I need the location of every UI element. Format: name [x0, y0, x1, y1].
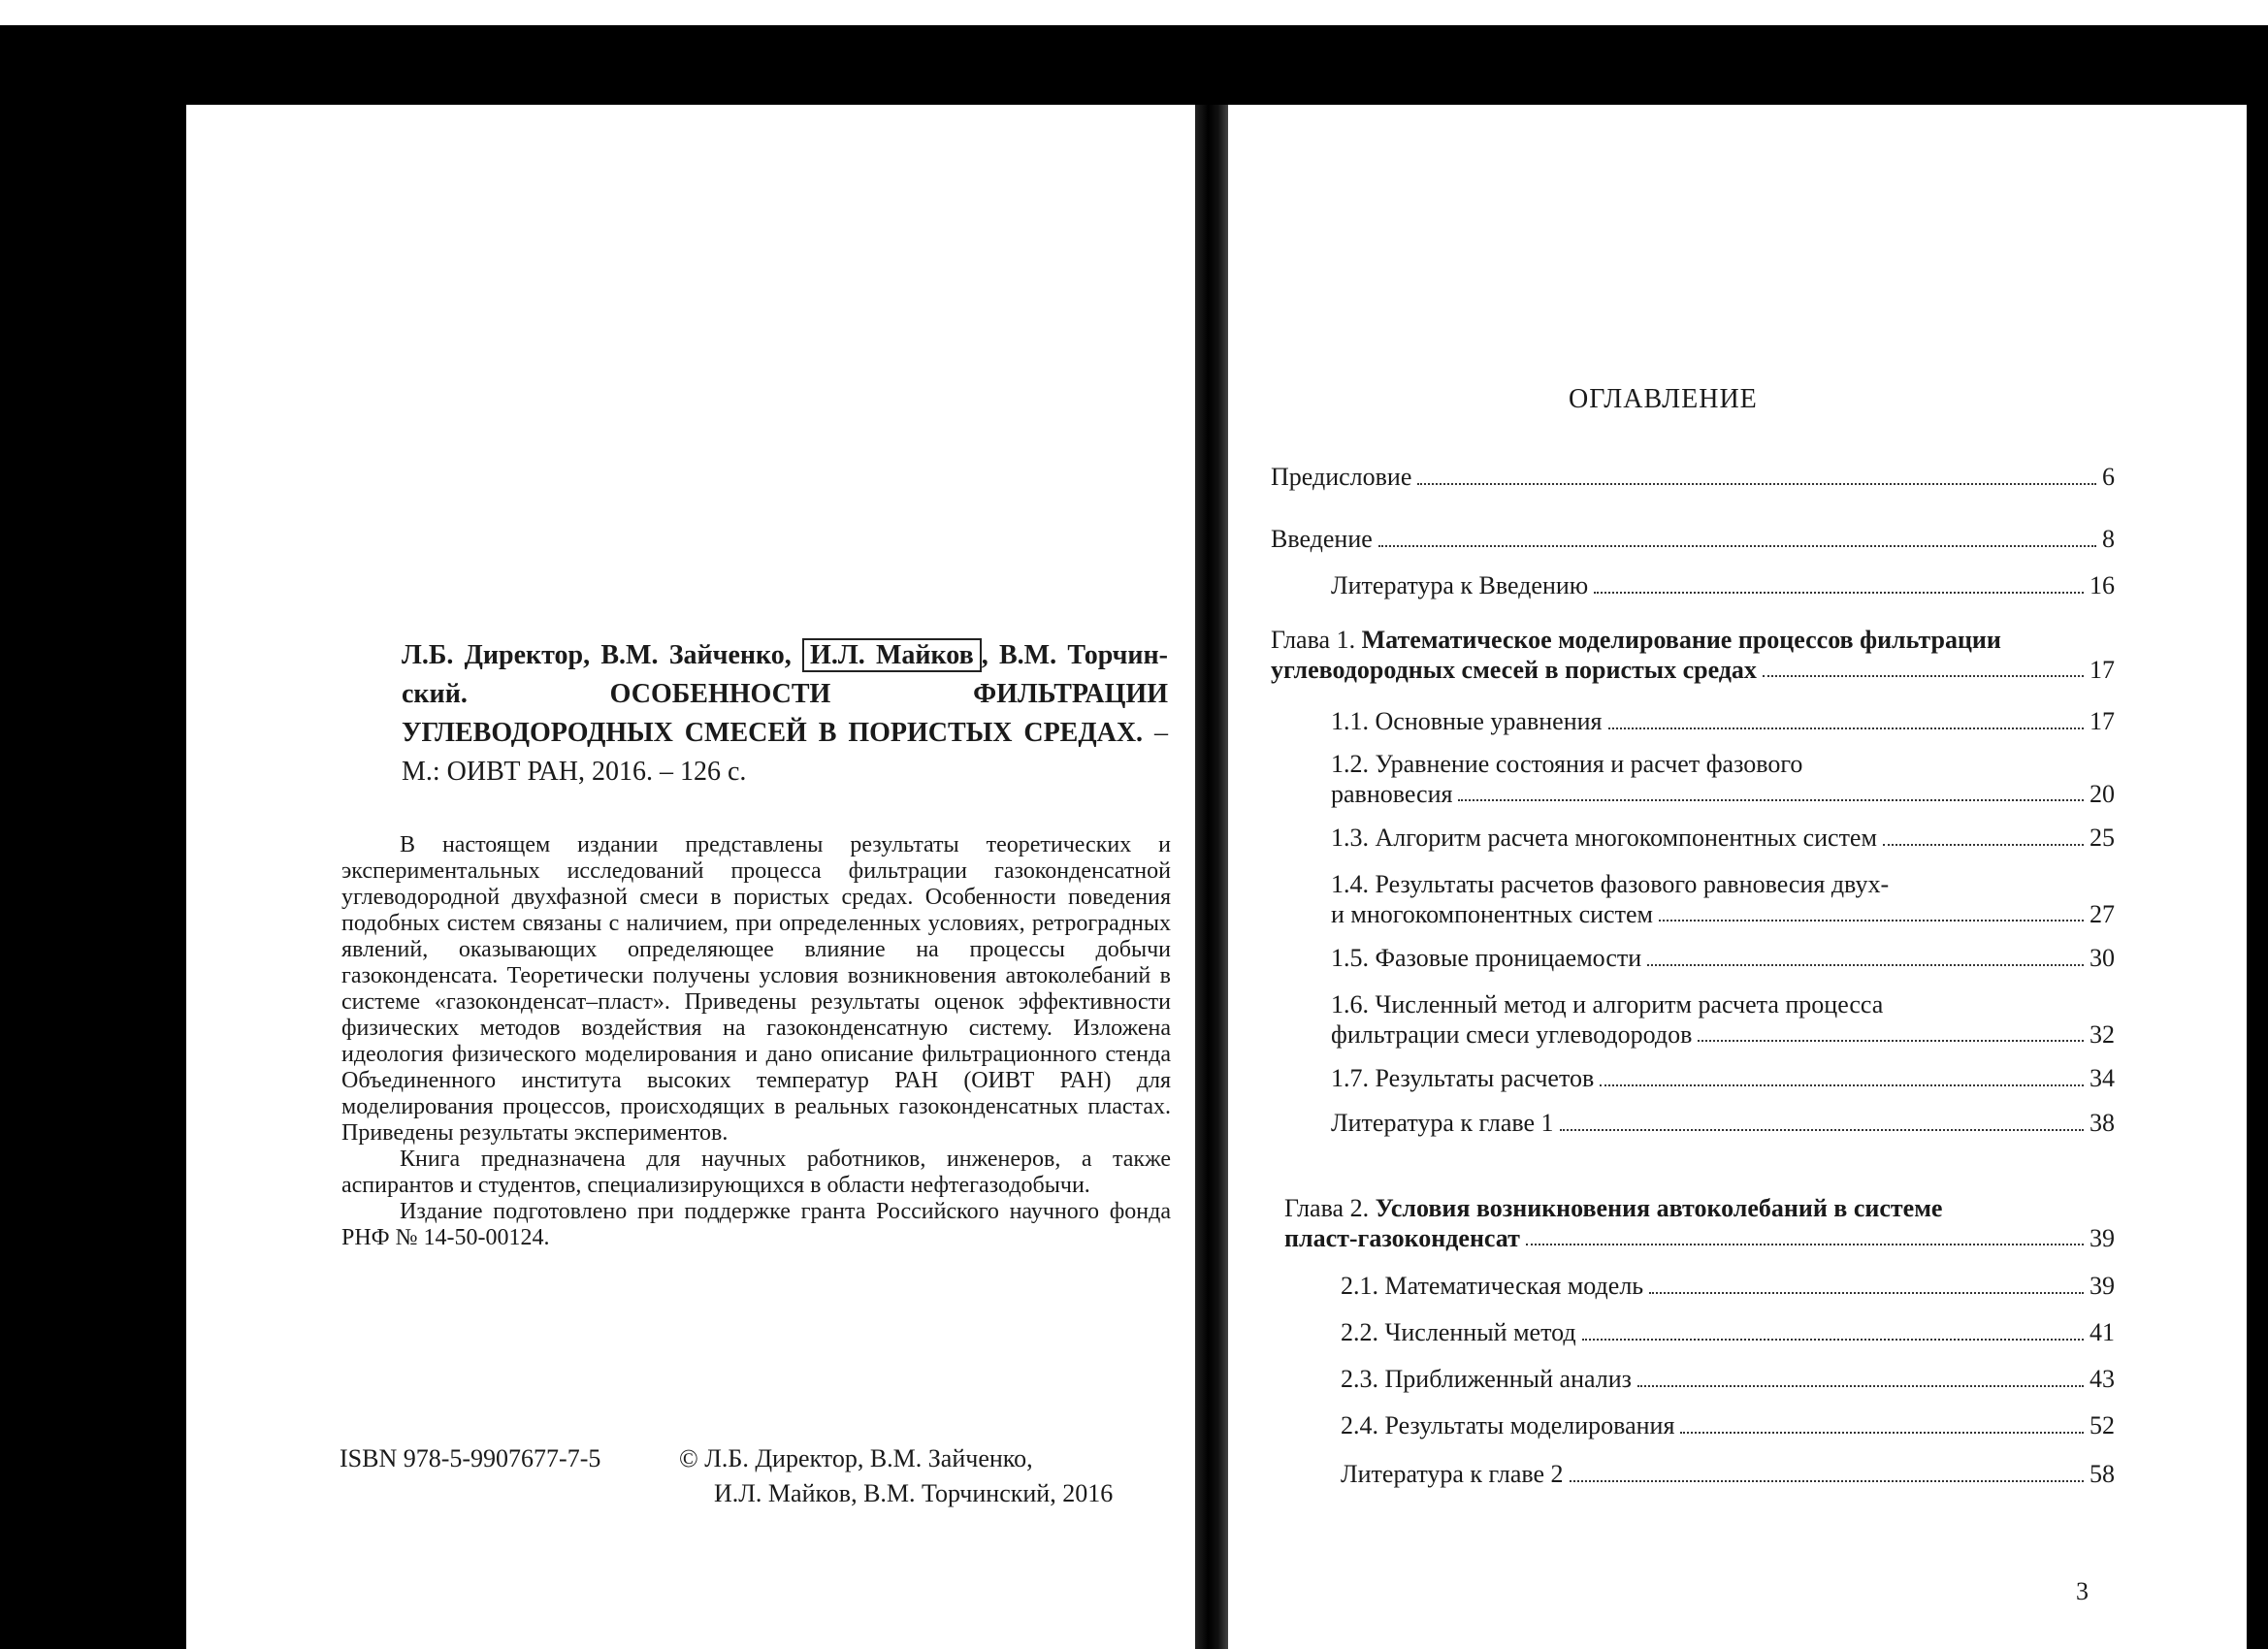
right-page: [1224, 105, 2247, 1649]
chapter-title-line: углеводородных смесей в пористых средах: [1271, 656, 1757, 684]
toc-entry-page: 20: [2090, 780, 2115, 808]
bibliographic-citation: [402, 636, 1168, 792]
toc-leader-dots: [1582, 1339, 2084, 1341]
chapter-title-line: Условия возникновения автоколебаний в системе: [1375, 1194, 1943, 1222]
toc-entry-page: 43: [2090, 1365, 2115, 1393]
toc-leader-dots: [1458, 799, 2084, 801]
toc-entry: [1341, 1317, 2115, 1348]
toc-entry: [1331, 823, 2115, 854]
citation-publisher: – М.: ОИВТ РАН, 2016. – 126 с.: [402, 718, 1169, 787]
toc-entry-label: 1.3. Алгоритм расчета многокомпонентных систем: [1331, 824, 1877, 852]
toc-entry-label: 1.7. Результаты расчетов: [1331, 1064, 1595, 1092]
toc-entry: [1341, 1364, 2115, 1395]
toc-leader-dots: [1594, 592, 2084, 594]
toc-leader-dots: [1417, 483, 2096, 485]
abstract-paragraph: Книга предназначена для научных работников, инженеров, а также аспирантов и студентов, специализирующихся в области нефтегазодобычи.: [341, 1147, 1171, 1198]
toc-chapter-2: [1284, 1193, 2115, 1253]
abstract-paragraph: Издание подготовлено при поддержке гранта Российского научного фонда РНФ № 14-50-00124.: [341, 1199, 1171, 1250]
citation-boxed-author: И.Л. Майков: [802, 638, 982, 672]
toc-entry-page: 41: [2090, 1318, 2115, 1346]
toc-entry-label: и многокомпонентных систем: [1331, 900, 1653, 928]
toc-entry-label: 1.2. Уравнение состояния и расчет фазового: [1331, 750, 1803, 778]
left-page: [186, 105, 1203, 1649]
toc-title: ОГЛАВЛЕНИЕ: [1569, 384, 1758, 414]
toc-entry-label: Литература к Введению: [1331, 571, 1589, 599]
toc-entry-page: 32: [2090, 1020, 2115, 1049]
chapter-prefix: Глава 1.: [1271, 626, 1356, 654]
toc-entry: [1271, 462, 2115, 493]
toc-leader-dots: [1526, 1244, 2084, 1245]
toc-entry-page: 39: [2090, 1272, 2115, 1300]
toc-entry: [1271, 524, 2115, 555]
book-spine-shadow: [1195, 105, 1228, 1649]
scan-margin-top: [0, 0, 2268, 25]
toc-entry-label: 2.3. Приближенный анализ: [1341, 1365, 1632, 1393]
toc-leader-dots: [1698, 1040, 2084, 1042]
toc-entry-label: 2.1. Математическая модель: [1341, 1272, 1644, 1300]
toc-leader-dots: [1680, 1432, 2084, 1434]
toc-entry-label: Предисловие: [1271, 463, 1412, 491]
citation-authors-before: Л.Б. Директор, В.М. Зайченко,: [402, 640, 792, 670]
toc-entry-page: 25: [2090, 824, 2115, 852]
scan-shadow-top: [0, 25, 2268, 105]
toc-leader-dots: [1647, 964, 2084, 966]
toc-leader-dots: [1608, 728, 2085, 729]
toc-leader-dots: [1763, 675, 2084, 677]
toc-entry-page: 39: [2090, 1224, 2115, 1252]
toc-entry-label: равновесия: [1331, 780, 1453, 808]
toc-entry: [1331, 570, 2115, 601]
toc-entry-label: Литература к главе 2: [1341, 1460, 1564, 1488]
toc-entry: [1331, 706, 2115, 737]
toc-leader-dots: [1600, 1084, 2084, 1086]
toc-entry-label: 1.6. Численный метод и алгоритм расчета процесса: [1331, 990, 1884, 1018]
toc-entry-page: 17: [2090, 707, 2115, 735]
toc-leader-dots: [1570, 1480, 2084, 1482]
toc-entry-page: 34: [2090, 1064, 2115, 1092]
toc-leader-dots: [1378, 545, 2096, 547]
abstract-paragraph: В настоящем издании представлены результаты теоретических и экспериментальных исследований процесса фильтрации газоконденсатной углеводородной двухфазной смеси в пористых средах. Особенности поведения подобных систем связаны с наличием, при определенных условиях, ретроградных явлений, оказывающих определяющее влияние на процессы добычи газоконденсата. Теоретически получены условия возникновения автоколебаний в системе «газоконденсат–пласт». Приведены результаты оценок эффективности физических методов воздействия на газоконденсатную систему. Изложена идеология физического моделирования и дано описание фильтрационного стенда Объединенного института высоких температур РАН (ОИВТ РАН) для моделирования процессов, происходящих в реальных газоконденсатных пластах. Приведены результаты экспериментов.: [341, 832, 1171, 1146]
toc-entry-label: Введение: [1271, 525, 1373, 553]
toc-entry: [1331, 869, 2115, 929]
toc-entry-page: 52: [2090, 1411, 2115, 1439]
chapter-title-line: Математическое моделирование процессов фильтрации: [1361, 626, 2001, 654]
toc-entry-label: 2.2. Численный метод: [1341, 1318, 1576, 1346]
toc-entry-page: 16: [2090, 571, 2115, 599]
copyright: [679, 1441, 1113, 1511]
toc-entry-label: 1.4. Результаты расчетов фазового равновесия двух-: [1331, 870, 1890, 898]
toc-entry: [1331, 1108, 2115, 1139]
scan-shadow-right: [2247, 25, 2268, 1649]
toc-entry-label: 1.1. Основные уравнения: [1331, 707, 1603, 735]
scan-shadow-left: [0, 25, 186, 1649]
toc-entry-page: 30: [2090, 944, 2115, 972]
toc-entry: [1341, 1410, 2115, 1441]
toc-leader-dots: [1649, 1292, 2084, 1294]
toc-leader-dots: [1659, 920, 2084, 922]
toc-entry: [1331, 989, 2115, 1050]
toc-leader-dots: [1560, 1129, 2084, 1131]
chapter-title-line: пласт-газоконденсат: [1284, 1224, 1520, 1252]
toc-leader-dots: [1637, 1385, 2084, 1387]
abstract: [341, 832, 1171, 1251]
citation-authors-after: , В.М. Торчин-ский.: [402, 640, 1169, 709]
toc-entry-label: 2.4. Результаты моделирования: [1341, 1411, 1675, 1439]
toc-entry: [1331, 1063, 2115, 1094]
toc-entry: [1331, 943, 2115, 974]
toc-chapter-1: [1271, 625, 2115, 685]
toc-entry: [1341, 1271, 2115, 1302]
isbn: ISBN 978-5-9907677-7-5: [340, 1444, 601, 1472]
toc-entry-page: 58: [2090, 1460, 2115, 1488]
toc-entry-label: фильтрации смеси углеводородов: [1331, 1020, 1693, 1049]
toc-entry-page: 8: [2102, 525, 2115, 553]
toc-entry-page: 38: [2090, 1109, 2115, 1137]
copyright-line: © Л.Б. Директор, В.М. Зайченко,: [679, 1444, 1033, 1472]
chapter-prefix: Глава 2.: [1284, 1194, 1370, 1222]
toc-entry: [1341, 1459, 2115, 1490]
toc-entry: [1331, 749, 2115, 809]
toc-entry-page: 17: [2090, 656, 2115, 684]
toc-entry-label: Литература к главе 1: [1331, 1109, 1554, 1137]
toc-entry-label: 1.5. Фазовые проницаемости: [1331, 944, 1642, 972]
toc-leader-dots: [1883, 844, 2084, 846]
toc-entry-page: 27: [2090, 900, 2115, 928]
page-number: 3: [2076, 1577, 2089, 1605]
copyright-line: И.Л. Майков, В.М. Торчинский, 2016: [714, 1479, 1114, 1507]
toc-entry-page: 6: [2102, 463, 2115, 491]
citation-title: ОСОБЕННОСТИ ФИЛЬТРАЦИИ УГЛЕВОДОРОДНЫХ СМЕСЕЙ В ПОРИСТЫХ СРЕДАХ.: [402, 679, 1168, 748]
